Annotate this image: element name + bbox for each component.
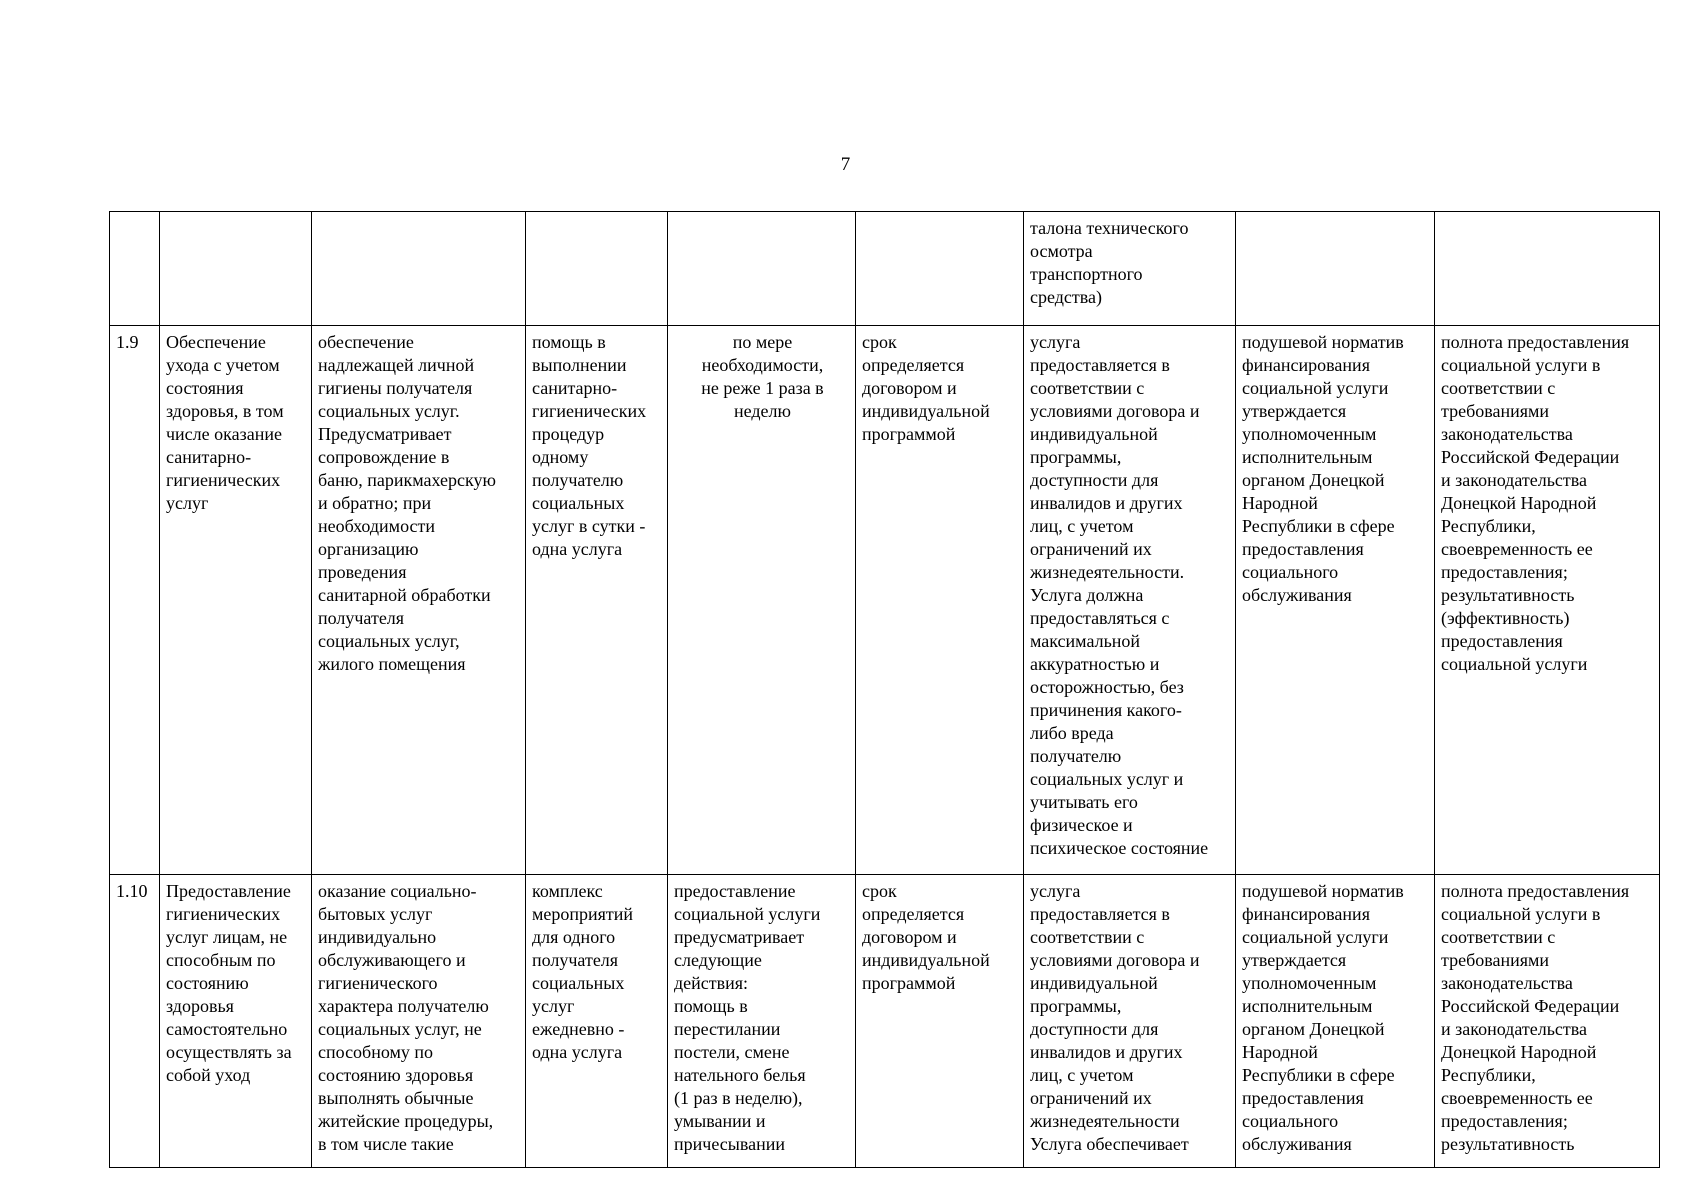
table-row	[110, 326, 1660, 875]
cell-conditions: услуга предоставляется в соответствии с условиями договора и индивидуальной программы, доступности для инвалидов и других лиц, с учетом ограничений их жизнедеятельности. Услуга должна предоставляться с максимальной аккуратностью и осторожностью, без причинения какого- либо вреда получателю социальных услуг и учитывать его физическое и психическое состояние	[1024, 326, 1236, 875]
cell-conditions: талона технического осмотра транспортного средства)	[1024, 212, 1236, 326]
cell-term	[856, 212, 1024, 326]
cell-volume: помощь в выполнении санитарно- гигиенических процедур одному получателю социальных услуг в сутки - одна услуга	[526, 326, 668, 875]
cell-frequency	[668, 212, 856, 326]
cell-service-name: Обеспечение ухода с учетом состояния здоровья, в том числе оказание санитарно- гигиенических услуг	[160, 326, 312, 875]
cell-frequency: по мере необходимости, не реже 1 раза в неделю	[668, 326, 856, 875]
cell-service-name: Предоставление гигиенических услуг лицам, не способным по состоянию здоровья самостоятельно осуществлять за собой уход	[160, 875, 312, 1168]
cell-quality	[1435, 212, 1660, 326]
cell-number: 1.9	[110, 326, 160, 875]
cell-service-name	[160, 212, 312, 326]
table-row	[110, 212, 1660, 326]
page-number: 7	[840, 154, 851, 175]
cell-financing: подушевой норматив финансирования социальной услуги утверждается уполномоченным исполнительным органом Донецкой Народной Республики в сфере предоставления социального обслуживания	[1236, 875, 1435, 1168]
cell-volume: комплекс мероприятий для одного получателя социальных услуг ежедневно - одна услуга	[526, 875, 668, 1168]
cell-term: срок определяется договором и индивидуальной программой	[856, 875, 1024, 1168]
cell-quality: полнота предоставления социальной услуги в соответствии с требованиями законодательства Российской Федерации и законодательства Донецкой Народной Республики, своевременность ее предоставления; результативность (эффективность) предоставления социальной услуги	[1435, 326, 1660, 875]
cell-financing	[1236, 212, 1435, 326]
services-table	[109, 211, 1660, 1168]
cell-conditions: услуга предоставляется в соответствии с условиями договора и индивидуальной программы, доступности для инвалидов и других лиц, с учетом ограничений их жизнедеятельности Услуга обеспечивает	[1024, 875, 1236, 1168]
cell-number: 1.10	[110, 875, 160, 1168]
cell-description: обеспечение надлежащей личной гигиены получателя социальных услуг. Предусматривает сопровождение в баню, парикмахерскую и обратно; при необходимости организацию проведения санитарной обработки получателя социальных услуг, жилого помещения	[312, 326, 526, 875]
cell-volume	[526, 212, 668, 326]
cell-description	[312, 212, 526, 326]
cell-quality: полнота предоставления социальной услуги в соответствии с требованиями законодательства Российской Федерации и законодательства Донецкой Народной Республики, своевременность ее предоставления; результативность	[1435, 875, 1660, 1168]
cell-financing: подушевой норматив финансирования социальной услуги утверждается уполномоченным исполнительным органом Донецкой Народной Республики в сфере предоставления социального обслуживания	[1236, 326, 1435, 875]
cell-description: оказание социально- бытовых услуг индивидуально обслуживающего и гигиенического характера получателю социальных услуг, не способному по состоянию здоровья выполнять обычные житейские процедуры, в том числе такие	[312, 875, 526, 1168]
cell-term: срок определяется договором и индивидуальной программой	[856, 326, 1024, 875]
table-row	[110, 875, 1660, 1168]
cell-number	[110, 212, 160, 326]
cell-frequency: предоставление социальной услуги предусматривает следующие действия: помощь в перестилании постели, смене нательного белья (1 раз в неделю), умывании и причесывании	[668, 875, 856, 1168]
